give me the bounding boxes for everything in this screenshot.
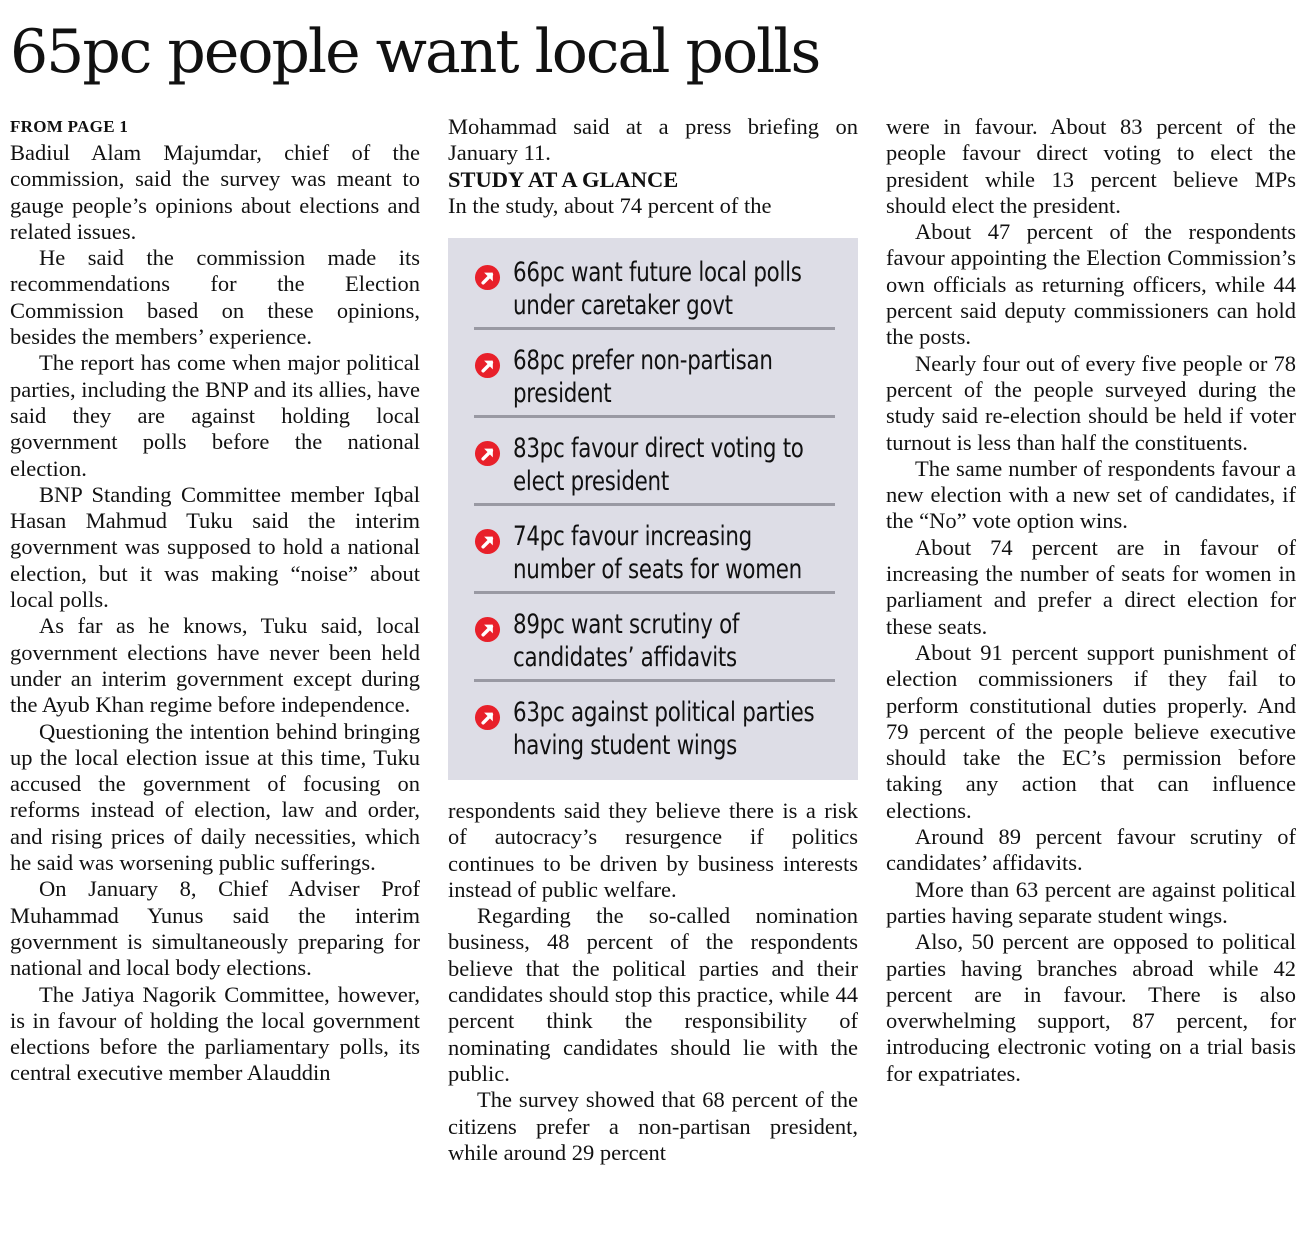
glance-item bbox=[474, 428, 835, 506]
article-column-2-bottom bbox=[448, 798, 858, 1166]
paragraph: Regarding the so-called nomination business, 48 percent of the respondents believe that the political parties and their candidates should stop this practice, while 44 percent think the responsibility of nominating candidates should lie with the public. bbox=[448, 903, 858, 1086]
paragraph: He said the commission made its recommendations for the Election Commission based on these opinions, besides the members’ experience. bbox=[10, 245, 420, 350]
article-column-3 bbox=[886, 114, 1296, 1087]
arrow-up-right-circle-icon bbox=[474, 352, 501, 379]
article-column-2-top bbox=[448, 114, 858, 219]
glance-item bbox=[474, 340, 835, 418]
paragraph: respondents said they believe there is a risk of autocracy’s resurgence if politics continues to be driven by business interests instead of public welfare. bbox=[448, 798, 858, 902]
paragraph: The report has come when major political parties, including the BNP and its allies, have said they are against holding local government polls before the national election. bbox=[10, 350, 420, 481]
headline: 65pc people want local polls bbox=[10, 17, 820, 87]
paragraph: BNP Standing Committee member Iqbal Hasan Mahmud Tuku said the interim government was supposed to hold a national election, but it was making “noise” about local polls. bbox=[10, 481, 420, 613]
paragraph: The same number of respondents favour a new election with a new set of candidates, if the “No” vote option wins. bbox=[886, 455, 1296, 534]
glance-item-text: 68pc prefer non-partisan president bbox=[513, 345, 773, 409]
glance-item-text: 66pc want future local polls under caretaker govt bbox=[513, 257, 802, 321]
glance-item bbox=[474, 252, 835, 330]
paragraph: were in favour. About 83 percent of the people favour direct voting to elect the president while 13 percent believe MPs should elect the president. bbox=[886, 114, 1296, 218]
glance-item-text: 89pc want scrutiny of candidates’ affidavits bbox=[513, 609, 740, 673]
paragraph: The Jatiya Nagorik Committee, however, is in favour of holding the local government elections before the parliamentary polls, its central executive member Alauddin bbox=[10, 981, 420, 1086]
glance-item-text: 74pc favour increasing number of seats for women bbox=[513, 521, 802, 585]
paragraph: On January 8, Chief Adviser Prof Muhammad Yunus said the interim government is simultaneously preparing for national and local body elections. bbox=[10, 876, 420, 981]
paragraph: In the study, about 74 percent of the bbox=[448, 192, 772, 218]
paragraph: About 91 percent support punishment of election commissioners if they fail to perform constitutional duties properly. And 79 percent of the people believe executive should take the EC’s permission before taking any action that can influence elections. bbox=[886, 639, 1296, 823]
glance-item-text: 83pc favour direct voting to elect president bbox=[513, 433, 804, 497]
article-column-1 bbox=[10, 114, 420, 1087]
arrow-up-right-circle-icon bbox=[474, 528, 501, 555]
paragraph: The survey showed that 68 percent of the citizens prefer a non-partisan president, while around 29 percent bbox=[448, 1087, 858, 1165]
paragraph: Also, 50 percent are opposed to political parties having branches abroad while 42 percent are in favour. There is also overwhelming support, 87 percent, for introducing electronic voting on a trial basis for expatriates. bbox=[886, 929, 1296, 1086]
arrow-up-right-circle-icon bbox=[474, 440, 501, 467]
arrow-up-right-circle-icon bbox=[474, 704, 501, 731]
paragraph: More than 63 percent are against political parties having separate student wings. bbox=[886, 876, 1296, 928]
subhead-study-at-a-glance: STUDY AT A GLANCE bbox=[448, 166, 679, 192]
paragraph: Questioning the intention behind bringing up the local election issue at this time, Tuku accused the government of focusing on reforms instead of election, law and order, and rising prices of daily necessities, which he said was worsening public sufferings. bbox=[10, 718, 420, 876]
glance-item bbox=[474, 516, 835, 594]
study-at-a-glance-box bbox=[448, 238, 858, 780]
continued-from-kicker: FROM PAGE 1 bbox=[10, 117, 129, 136]
paragraph: As far as he knows, Tuku said, local government elections have never been held under an interim government except during the Ayub Khan regime before independence. bbox=[10, 613, 420, 718]
glance-item bbox=[474, 604, 835, 682]
paragraph: Around 89 percent favour scrutiny of candidates’ affidavits. bbox=[886, 824, 1296, 876]
glance-item-text: 63pc against political parties having student wings bbox=[513, 697, 815, 761]
paragraph: Badiul Alam Majumdar, chief of the commission, said the survey was meant to gauge people’s opinions about elections and related issues. bbox=[10, 140, 420, 244]
paragraph: About 47 percent of the respondents favour appointing the Election Commission’s own officials as returning officers, while 44 percent said deputy commissioners can hold the posts. bbox=[886, 219, 1296, 350]
arrow-up-right-circle-icon bbox=[474, 264, 501, 291]
paragraph: Mohammad said at a press briefing on January 11. bbox=[448, 114, 858, 166]
glance-item bbox=[474, 692, 835, 767]
paragraph: About 74 percent are in favour of increasing the number of seats for women in parliament and prefer a direct election for these seats. bbox=[886, 534, 1296, 639]
paragraph: Nearly four out of every five people or 78 percent of the people surveyed during the study said re-election should be held if voter turnout is less than half the constituents. bbox=[886, 350, 1296, 455]
arrow-up-right-circle-icon bbox=[474, 616, 501, 643]
